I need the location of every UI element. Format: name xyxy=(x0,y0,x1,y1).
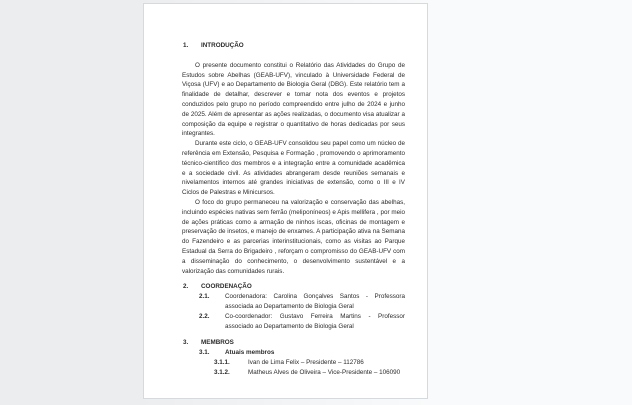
document-page xyxy=(143,3,428,399)
list-item xyxy=(199,292,405,312)
document-content xyxy=(144,4,427,378)
subsection-heading xyxy=(199,348,405,358)
subsection-title: Atuais membros xyxy=(225,349,275,357)
section-heading-coordenacao xyxy=(183,282,405,292)
list-item xyxy=(199,312,405,332)
list-item-number: 3.1.1. xyxy=(214,358,230,366)
subsection-number: 3.1. xyxy=(199,349,210,357)
list-item-number: 2.2. xyxy=(199,312,210,320)
member-list-item xyxy=(214,358,405,368)
section-title: INTRODUÇÃO xyxy=(201,42,244,49)
list-item-text: Ivan de Lima Felix – Presidente – 112786 xyxy=(248,358,364,366)
paragraph: O foco do grupo permaneceu na valorização e conservação das abelhas, incluindo espécies nativas sem ferrão (meliponíneos) e Apis mellifera , por meio de ações práticas como a armação de ninhos iscas, oficinas de montagem e preservação de insetos, e manejo de enxames. A participação ativa na Semana do Fazendeiro e as parcerias interinstitucionais, como as visitas ao Parque Estadual da Serra do Brigadeiro , reforçam o compromisso do GEAB-UFV com a disseminação do conhecimento, o desenvolvimento sustentável e a valorização das comunidades rurais. xyxy=(182,198,405,275)
section-number: 3. xyxy=(183,339,189,347)
paragraph: Durante este ciclo, o GEAB-UFV consolidou seu papel como um núcleo de referência em Extensão, Pesquisa e Formação , promovendo o aprimoramento técnico-científico dos membros e a integração entre a comunidade acadêmica e a sociedade civil. As atividades abrangeram desde reuniões semanais e nivelamentos internos até grandes iniciativas de extensão, como o III e IV Ciclos de Palestras e Minicursos. xyxy=(182,140,405,197)
section-number: 2. xyxy=(183,283,189,291)
section-title: MEMBROS xyxy=(201,339,234,347)
list-item-number: 2.1. xyxy=(199,293,210,301)
list-item-text: Co-coordenador: Gustavo Ferreira Martins - Professor associado ao Departamento de Biologia Geral xyxy=(225,312,405,330)
paragraph: O presente documento constitui o Relatório das Atividades do Grupo de Estudos sobre Abelhas (GEAB-UFV), vinculado à Universidade Federal de Viçosa (UFV) e ao Departamento de Biologia Geral (DBG). Este relatório tem a finalidade de detalhar, descrever e tomar nota dos eventos e projetos conduzidos pelo grupo no período compreendido entre julho de 2024 e junho de 2025. Além de apresentar as ações realizadas, o documento visa atualizar a composição da equipe e registrar o quantitativo de horas dedicadas por seus integrantes. xyxy=(182,61,405,138)
list-item-text: Coordenadora: Carolina Gonçalves Santos - Professora associada ao Departamento de Biologia Geral xyxy=(225,293,405,310)
section-heading-introducao xyxy=(183,41,405,51)
member-list-item xyxy=(214,368,405,378)
list-item-text: Matheus Alves de Oliveira – Vice-Presidente – 106090 xyxy=(248,368,401,376)
section-heading-membros xyxy=(183,338,405,348)
section-number: 1. xyxy=(183,42,189,49)
section-title: COORDENAÇÃO xyxy=(201,283,252,291)
list-item-number: 3.1.2. xyxy=(214,368,230,376)
